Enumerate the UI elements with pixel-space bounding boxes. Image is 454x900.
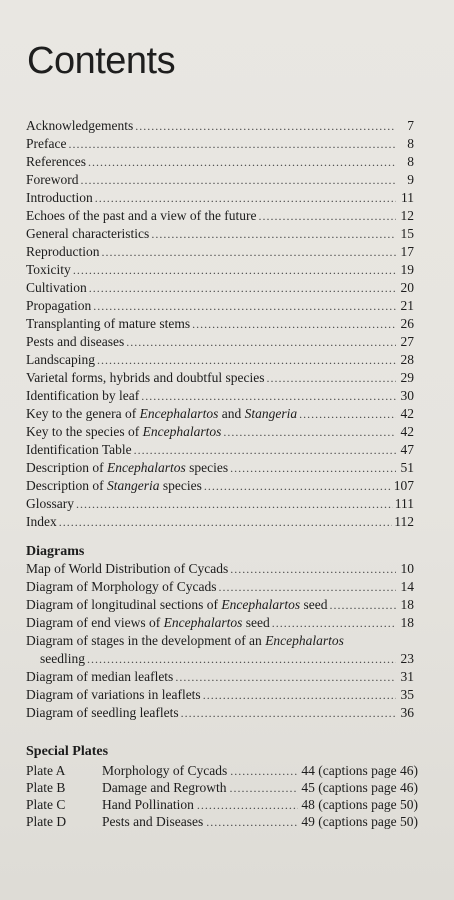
- toc-entry-title: seedling: [40, 651, 85, 666]
- toc-entry-page: 36: [400, 705, 414, 720]
- toc-entry[interactable]: [26, 279, 414, 297]
- toc-entry-page: 23: [400, 651, 414, 666]
- toc-entry-page: 8: [407, 136, 414, 151]
- plate-title: Pests and Diseases: [102, 814, 204, 829]
- leader-dots: [81, 171, 397, 189]
- diagrams-heading: Diagrams: [26, 544, 85, 559]
- toc-entry-title: Propagation: [26, 298, 92, 313]
- toc-entry-page: 27: [400, 334, 414, 349]
- toc-entry[interactable]: [26, 423, 414, 441]
- toc-entry-title: Diagram of Morphology of Cycads: [26, 579, 217, 594]
- special-plates-list: [26, 762, 418, 830]
- leader-dots: [73, 261, 396, 279]
- toc-entry-continuation[interactable]: [26, 650, 414, 668]
- leader-dots: [141, 387, 396, 405]
- toc-entry-page: 20: [400, 280, 414, 295]
- toc-entry-page: 15: [400, 226, 414, 241]
- toc-entry-page: 17: [400, 244, 414, 259]
- toc-entry-title: Glossary: [26, 496, 74, 511]
- toc-entry[interactable]: [26, 351, 414, 369]
- leader-dots: [95, 189, 396, 207]
- toc-entry[interactable]: [26, 668, 414, 686]
- plate-entry[interactable]: [26, 813, 418, 830]
- toc-entry-title: Key to the species of Encephalartos: [26, 424, 222, 439]
- plate-entry[interactable]: [26, 796, 418, 813]
- toc-entry-title: Foreword: [26, 172, 79, 187]
- leader-dots: [89, 279, 396, 297]
- toc-entry-page: 112: [394, 514, 414, 529]
- toc-entry[interactable]: [26, 578, 414, 596]
- plate-title: Hand Pollination: [102, 797, 194, 812]
- toc-entry[interactable]: [26, 135, 414, 153]
- toc-entry[interactable]: [26, 513, 414, 531]
- plate-entry[interactable]: [26, 762, 418, 779]
- leader-dots: [230, 560, 396, 578]
- toc-entry[interactable]: [26, 315, 414, 333]
- plate-page: 44 (captions page 46): [301, 763, 418, 778]
- leader-dots: [223, 423, 396, 441]
- plate-label: Plate A: [26, 763, 66, 778]
- toc-entry[interactable]: [26, 153, 414, 171]
- leader-dots: [329, 596, 396, 614]
- toc-entry[interactable]: [26, 632, 414, 650]
- plate-label: Plate C: [26, 797, 66, 812]
- toc-entry[interactable]: [26, 441, 414, 459]
- toc-entry[interactable]: [26, 405, 414, 423]
- toc-entry-title: Echoes of the past and a view of the future: [26, 208, 257, 223]
- leader-dots: [88, 153, 396, 171]
- toc-entry-title: Landscaping: [26, 352, 95, 367]
- plate-title: Damage and Regrowth: [102, 780, 227, 795]
- toc-entry[interactable]: [26, 225, 414, 243]
- plate-page: 45 (captions page 46): [301, 780, 418, 795]
- plate-title: Morphology of Cycads: [102, 763, 228, 778]
- plate-page: 48 (captions page 50): [301, 797, 418, 812]
- toc-entry-page: 42: [400, 424, 414, 439]
- diagrams-list: [26, 560, 414, 722]
- page-title: Contents: [27, 40, 176, 82]
- toc-entry-page: 31: [400, 669, 414, 684]
- toc-entry-title: Diagram of variations in leaflets: [26, 687, 201, 702]
- leader-dots: [204, 477, 392, 495]
- toc-entry-title: Preface: [26, 136, 67, 151]
- toc-entry-title: Pests and diseases: [26, 334, 125, 349]
- leader-dots: [299, 405, 396, 423]
- toc-entry-title: Cultivation: [26, 280, 87, 295]
- plate-page: 49 (captions page 50): [301, 814, 418, 829]
- toc-entry-title: Diagram of end views of Encephalartos seed: [26, 615, 270, 630]
- toc-entry-page: 12: [400, 208, 414, 223]
- toc-entry-title: Introduction: [26, 190, 93, 205]
- leader-dots: [59, 513, 393, 531]
- toc-entry-page: 35: [400, 687, 414, 702]
- special-plates-heading: Special Plates: [26, 744, 109, 759]
- toc-entry[interactable]: [26, 171, 414, 189]
- toc-entry-page: 18: [400, 615, 414, 630]
- leader-dots: [93, 297, 396, 315]
- leader-dots: [230, 763, 298, 780]
- leader-dots: [206, 814, 298, 831]
- toc-entry[interactable]: [26, 261, 414, 279]
- toc-entry-page: 47: [400, 442, 414, 457]
- leader-dots: [134, 441, 396, 459]
- toc-entry-title: Toxicity: [26, 262, 71, 277]
- leader-dots: [76, 495, 393, 513]
- toc-entry[interactable]: [26, 369, 414, 387]
- toc-entry-title: Description of Encephalartos species: [26, 460, 229, 475]
- leader-dots: [175, 668, 396, 686]
- toc-entry[interactable]: [26, 477, 414, 495]
- leader-dots: [68, 135, 396, 153]
- toc-entry-title: General characteristics: [26, 226, 150, 241]
- leader-dots: [192, 315, 396, 333]
- toc-entry-title: Diagram of longitudinal sections of Encephalartos seed: [26, 597, 328, 612]
- toc-entry-page: 42: [400, 406, 414, 421]
- toc-entry[interactable]: [26, 596, 414, 614]
- toc-entry-title: Identification Table: [26, 442, 132, 457]
- toc-entry-page: 30: [400, 388, 414, 403]
- plate-entry[interactable]: [26, 779, 418, 796]
- leader-dots: [218, 578, 396, 596]
- leader-dots: [97, 351, 396, 369]
- leader-dots: [259, 207, 396, 225]
- plate-label: Plate D: [26, 814, 67, 829]
- leader-dots: [230, 459, 396, 477]
- toc-entry-title: References: [26, 154, 86, 169]
- toc-entry-page: 111: [394, 496, 414, 511]
- toc-entry[interactable]: [26, 207, 414, 225]
- toc-entry-page: 18: [400, 597, 414, 612]
- plate-label: Plate B: [26, 780, 66, 795]
- leader-dots: [203, 686, 396, 704]
- toc-entry-page: 7: [407, 118, 414, 133]
- toc-entry[interactable]: [26, 333, 414, 351]
- leader-dots: [135, 117, 396, 135]
- toc-entry-page: 10: [400, 561, 414, 576]
- leader-dots: [126, 333, 396, 351]
- toc-entry[interactable]: [26, 243, 414, 261]
- toc-entry[interactable]: [26, 459, 414, 477]
- toc-entry-page: 21: [400, 298, 414, 313]
- toc-entry-page: 26: [400, 316, 414, 331]
- toc-entry-title: Description of Stangeria species: [26, 478, 202, 493]
- toc-entry-page: 11: [401, 190, 414, 205]
- toc-entry[interactable]: [26, 189, 414, 207]
- toc-entry[interactable]: [26, 686, 414, 704]
- toc-entry-page: 29: [400, 370, 414, 385]
- toc-entry-title: Varietal forms, hybrids and doubtful species: [26, 370, 265, 385]
- toc-entry-title: Acknowledgements: [26, 118, 134, 133]
- toc-entry-page: 8: [407, 154, 414, 169]
- toc-entry-page: 28: [400, 352, 414, 367]
- toc-entry-page: 19: [400, 262, 414, 277]
- toc-entry-title: Transplanting of mature stems: [26, 316, 191, 331]
- leader-dots: [102, 243, 397, 261]
- toc-entry[interactable]: [26, 387, 414, 405]
- toc-entry[interactable]: [26, 297, 414, 315]
- toc-entry-title: Diagram of stages in the development of an Encephalartos: [26, 633, 344, 648]
- leader-dots: [181, 704, 396, 722]
- toc-entry-page: 107: [393, 478, 414, 493]
- toc-entry-title: Map of World Distribution of Cycads: [26, 561, 229, 576]
- leader-dots: [151, 225, 396, 243]
- toc-entry-title: Identification by leaf: [26, 388, 140, 403]
- toc-entry[interactable]: [26, 614, 414, 632]
- leader-dots: [87, 650, 396, 668]
- toc-entry[interactable]: [26, 495, 414, 513]
- toc-entry-page: 9: [407, 172, 414, 187]
- contents-list: [26, 117, 414, 531]
- leader-dots: [197, 797, 299, 814]
- leader-dots: [229, 780, 298, 797]
- leader-dots: [266, 369, 396, 387]
- toc-entry-page: 14: [400, 579, 414, 594]
- leader-dots: [272, 614, 396, 632]
- toc-entry-page: 51: [400, 460, 414, 475]
- toc-entry-title: Key to the genera of Encephalartos and Stangeria: [26, 406, 298, 421]
- toc-entry-title: Diagram of median leaflets: [26, 669, 174, 684]
- toc-entry-title: Index: [26, 514, 57, 529]
- toc-entry[interactable]: [26, 704, 414, 722]
- toc-entry-title: Reproduction: [26, 244, 100, 259]
- toc-entry-title: Diagram of seedling leaflets: [26, 705, 179, 720]
- toc-entry[interactable]: [26, 560, 414, 578]
- toc-entry[interactable]: [26, 117, 414, 135]
